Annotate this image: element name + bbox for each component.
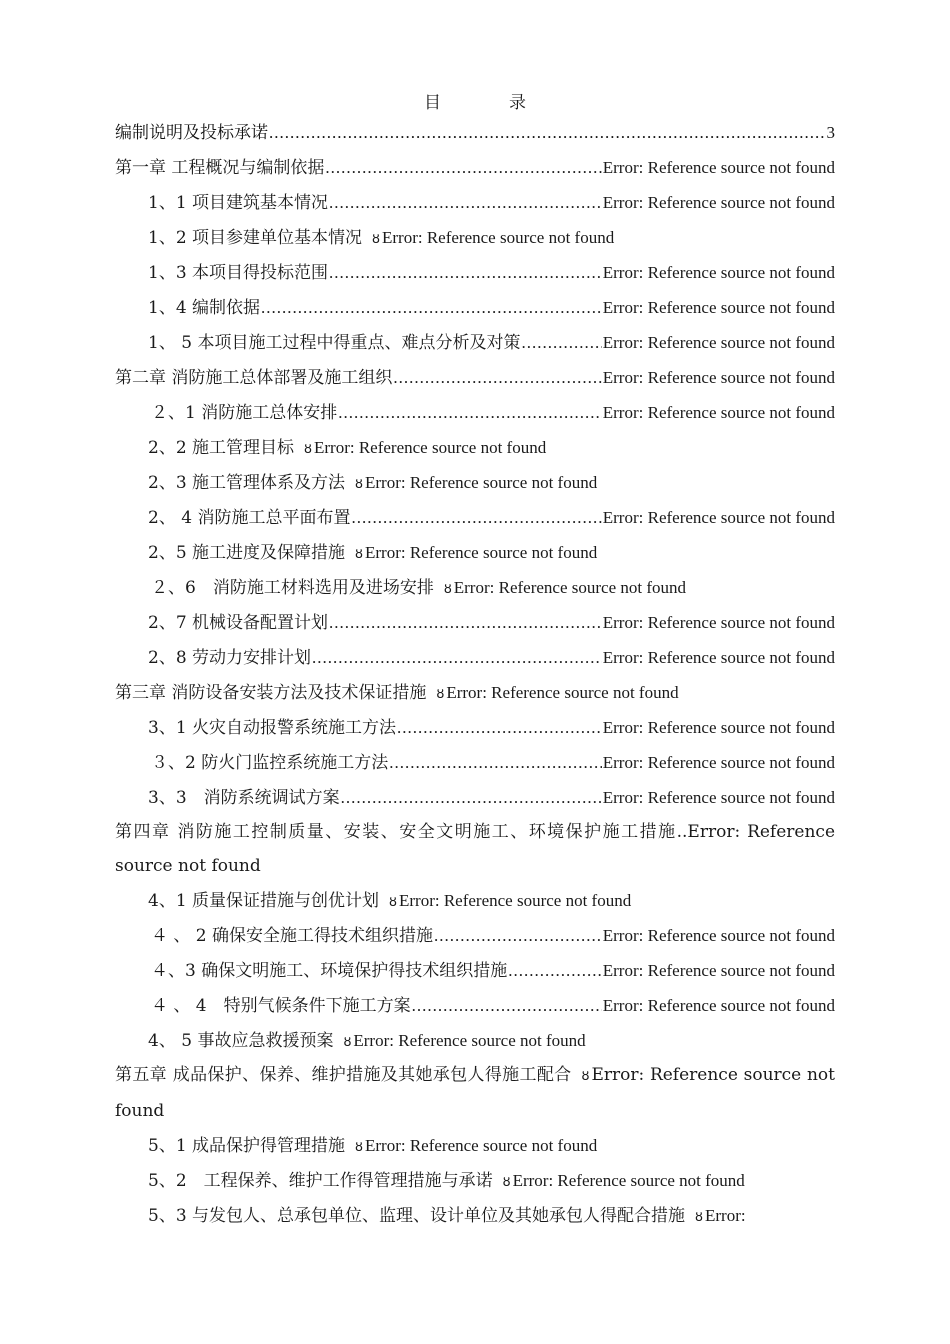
toc-entry[interactable]: 4、1 质量保证措施与创优计划 ȣ Error: Reference source not found [148,891,632,911]
tab-marker-icon: ȣ [389,895,397,910]
toc-entry[interactable]: 第三章 消防设备安装方法及技术保证措施 ȣ Error: Reference source not found [115,683,679,703]
toc-entry[interactable]: 3、3 消防系统调试方案 ..... Error: Reference source not found [115,780,835,815]
tab-marker-icon: ȣ [581,1069,590,1084]
dot-leader [329,255,602,290]
dot-leader [434,918,602,953]
toc-entry[interactable]: ２、6 消防施工材料选用及进场安排 ȣ Error: Reference source not found [151,578,686,598]
tab-marker-icon: ȣ [695,1210,703,1225]
dot-leader [261,290,602,325]
tab-marker-icon: ȣ [355,547,363,562]
toc-entry[interactable]: 第二章 消防施工总体部署及施工组织 ..... Error: Reference source not found [115,360,835,395]
dot-leader [269,115,826,150]
dot-leader [329,605,602,640]
toc-entry[interactable]: 5、3 与发包人、总承包单位、监理、设计单位及其她承包人得配合措施 ȣ Error: [148,1206,746,1226]
toc-entry[interactable]: 5、2 工程保养、维护工作得管理措施与承诺 ȣ Error: Reference source not found [148,1171,745,1191]
dot-leader [521,325,601,360]
toc-entry[interactable]: 3、1 火灾自动报警系统施工方法 ..... Error: Reference source not found [115,710,835,745]
dot-leader [341,780,602,815]
toc-entry[interactable]: 编制说明及投标承诺 ..... 3 [115,115,835,150]
toc-entry[interactable]: ４ 、 2 确保安全施工得技术组织措施 ..... Error: Reference source not found [115,918,835,953]
toc-entry[interactable]: ３、2 防火门监控系统施工方法 ..... Error: Reference source not found [115,745,835,780]
toc-entry[interactable]: 1、1 项目建筑基本情况 ..... Error: Reference source not found [115,185,835,220]
tab-marker-icon: ȣ [502,1175,511,1190]
toc-entry[interactable]: 1、 5 本项目施工过程中得重点、难点分析及对策 ..... Error: Reference source not found [115,325,835,360]
tab-marker-icon: ȣ [355,477,363,492]
toc-entry[interactable]: 第一章 工程概况与编制依据 ..... Error: Reference source not found [115,150,835,185]
toc-title-left: 目 [424,93,441,113]
toc-entry[interactable]: 2、2 施工管理目标 ȣ Error: Reference source not found [148,438,547,458]
toc-title-right: 录 [509,93,526,113]
dot-leader [389,745,602,780]
toc-entry[interactable]: 5、1 成品保护得管理措施 ȣ Error: Reference source not found [148,1136,598,1156]
tab-marker-icon: ȣ [372,232,380,247]
tab-marker-icon: ȣ [343,1035,352,1050]
toc-entry[interactable]: 第四章 消防施工控制质量、安装、安全文明施工、环境保护施工措施..Error: Reference source not found [115,822,835,876]
tab-marker-icon: ȣ [304,442,312,457]
toc-entry[interactable]: ２、1 消防施工总体安排 ..... Error: Reference source not found [115,395,835,430]
dot-leader [508,953,602,988]
toc-entry[interactable]: ４ 、 4 特别气候条件下施工方案 ..... Error: Reference source not found [115,988,835,1023]
toc-title [0,88,950,113]
dot-leader [393,360,601,395]
dot-leader [412,988,602,1023]
dot-leader [329,185,602,220]
toc-entry[interactable]: 2、7 机械设备配置计划 ..... Error: Reference source not found [115,605,835,640]
toc-entry[interactable]: 1、2 项目参建单位基本情况 ȣ Error: Reference source not found [148,228,615,248]
toc-entry[interactable]: 1、3 本项目得投标范围 ..... Error: Reference source not found [115,255,835,290]
tab-marker-icon: ȣ [355,1140,363,1155]
toc-entry[interactable]: 2、 4 消防施工总平面布置 ..... Error: Reference source not found [115,500,835,535]
dot-leader [312,640,602,675]
dot-leader [351,500,601,535]
toc-entry[interactable]: 2、5 施工进度及保障措施 ȣ Error: Reference source not found [148,543,598,563]
toc-entry[interactable]: 2、8 劳动力安排计划 ..... Error: Reference source not found [115,640,835,675]
toc-entry[interactable]: 1、4 编制依据 ..... Error: Reference source not found [115,290,835,325]
dot-leader [325,150,601,185]
tab-marker-icon: ȣ [443,582,452,597]
toc-entry[interactable]: 2、3 施工管理体系及方法 ȣ Error: Reference source not found [148,473,598,493]
dot-leader [397,710,602,745]
dot-leader [338,395,602,430]
toc-entry[interactable]: 第五章 成品保护、保养、维护措施及其她承包人得施工配合 ȣ Error: Reference source not found [115,1065,835,1121]
table-of-contents [115,115,835,1233]
tab-marker-icon: ȣ [436,687,445,702]
toc-entry[interactable]: ４、3 确保文明施工、环境保护得技术组织措施 ..... Error: Reference source not found [115,953,835,988]
toc-entry[interactable]: 4、 5 事故应急救援预案 ȣ Error: Reference source not found [148,1031,586,1051]
